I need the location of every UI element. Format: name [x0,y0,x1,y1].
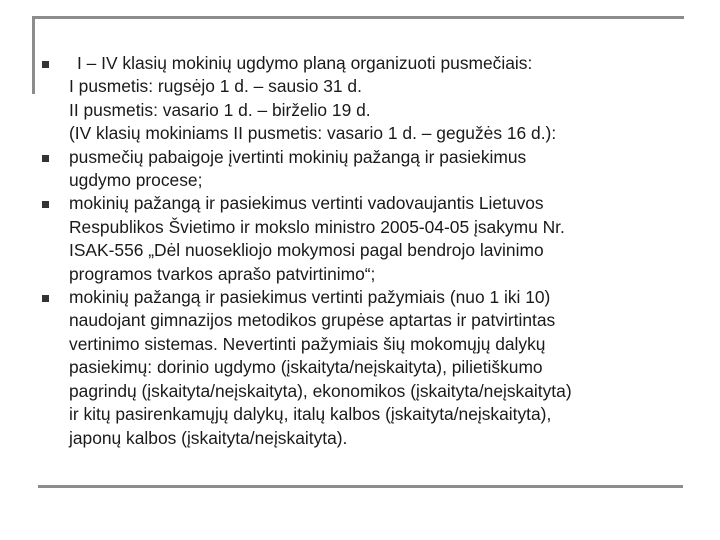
bullet-line: naudojant gimnazijos metodikos grupėse aptartas ir patvirtintas [69,310,556,331]
bullet-line: Respublikos Švietimo ir mokslo ministro 2005-04-05 įsakymu Nr. [69,216,565,237]
bullet-line: pagrindų (įskaityta/neįskaityta), ekonomikos (įskaityta/neįskaityta) [69,380,572,401]
bullet-item-semesters [40,52,690,146]
bullet-line: programos tvarkos aprašo patvirtinimo“; [69,263,376,284]
bullet-line: vertinimo sistemas. Nevertinti pažymiais šių mokomųjų dalykų [69,333,546,354]
bullet-item-ministry-order [40,192,690,286]
bullet-line: mokinių pažangą ir pasiekimus vertinti pažymiais (nuo 1 iki 10) [69,287,551,308]
frame-top-line [32,16,684,19]
bullet-line: japonų kalbos (įskaityta/neįskaityta). [69,427,348,448]
bullet-line: I pusmetis: rugsėjo 1 d. – sausio 31 d. [69,76,362,97]
square-bullet-icon [42,201,49,208]
bullet-line: II pusmetis: vasario 1 d. – birželio 19 d. [69,99,371,120]
bullet-line: I – IV klasių mokinių ugdymo planą organizuoti pusmečiais: [77,53,533,73]
square-bullet-icon [42,155,49,162]
bullet-line: ir kitų pasirenkamųjų dalykų, italų kalbos (įskaityta/neįskaityta), [69,404,552,425]
frame-left-line [32,16,35,94]
bullet-line: ISAK-556 „Dėl nuosekliojo mokymosi pagal bendrojo lavinimo [69,240,544,261]
square-bullet-icon [42,295,49,302]
bullet-list [40,52,690,450]
frame-bottom-line [38,485,683,488]
bullet-line: pusmečių pabaigoje įvertinti mokinių pažangą ir pasiekimus [69,146,527,167]
bullet-item-grading [40,286,690,450]
bullet-line: (IV klasių mokiniams II pusmetis: vasario 1 d. – gegužės 16 d.): [69,123,557,144]
square-bullet-icon [42,61,49,68]
bullet-line: pasiekimų: dorinio ugdymo (įskaityta/neįskaityta), pilietiškumo [69,357,543,378]
bullet-line: ugdymo procese; [69,170,203,191]
bullet-item-semester-evaluation [40,146,690,193]
bullet-line: mokinių pažangą ir pasiekimus vertinti vadovaujantis Lietuvos [69,193,544,214]
